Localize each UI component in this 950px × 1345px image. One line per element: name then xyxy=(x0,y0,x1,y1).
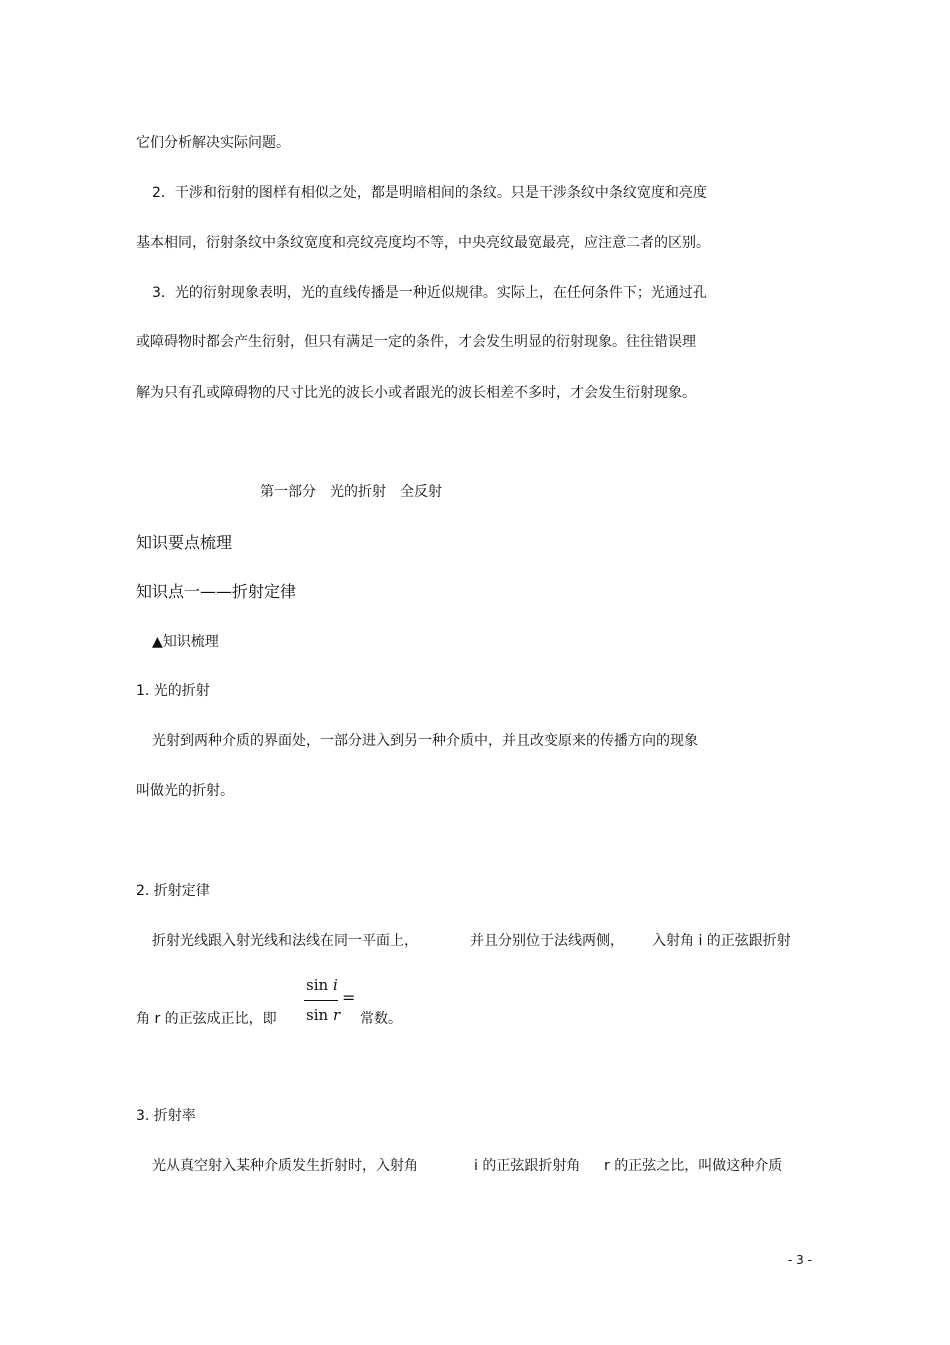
heading-knowledge-review: ▲知识梳理 xyxy=(152,634,219,650)
formula-denominator xyxy=(306,1006,340,1024)
paragraph-fragment: 并且分别位于法线两侧， xyxy=(470,933,624,949)
formula-numerator xyxy=(306,976,338,994)
paragraph-line: 2．干涉和衍射的图样有相似之处，都是明暗相间的条纹。只是干涉条纹中条纹宽度和亮度 xyxy=(152,185,707,201)
paragraph-fragment: 角 r 的正弦成正比，即 xyxy=(136,1011,277,1027)
section-title: 第一部分 光的折射 全反射 xyxy=(260,484,442,500)
paragraph-line: 解为只有孔或障碍物的尺寸比光的波长小或者跟光的波长相差不多时，才会发生衍射现象。 xyxy=(136,385,696,401)
paragraph-line: 它们分析解决实际问题。 xyxy=(136,135,290,151)
formula-numerator-var: i xyxy=(332,976,338,994)
paragraph-line: 或障碍物时都会产生衍射，但只有满足一定的条件，才会发生明显的衍射现象。往往错误理 xyxy=(136,334,696,350)
formula-equals: = xyxy=(342,988,356,1007)
item-title-refractive-index: 3. 折射率 xyxy=(136,1108,196,1124)
formula-numerator-fn: sin xyxy=(306,976,329,994)
formula-denominator-fn: sin xyxy=(306,1006,329,1024)
paragraph-fragment: i 的正弦跟折射角 xyxy=(474,1158,581,1174)
paragraph-line: 基本相同，衍射条纹中条纹宽度和亮纹亮度均不等，中央亮纹最宽最亮，应注意二者的区别。 xyxy=(136,235,710,251)
heading-knowledge-points: 知识要点梳理 xyxy=(136,533,233,552)
item-title-refraction: 1. 光的折射 xyxy=(136,683,210,699)
page-number: - 3 - xyxy=(788,1253,812,1267)
paragraph-line: 光射到两种介质的界面处，一部分进入到另一种介质中，并且改变原来的传播方向的现象 xyxy=(152,733,698,749)
fraction-bar xyxy=(304,1000,338,1001)
snell-formula xyxy=(302,976,356,1030)
paragraph-fragment: 入射角 i 的正弦跟折射 xyxy=(652,933,791,949)
paragraph-line: 3．光的衍射现象表明，光的直线传播是一种近似规律。实际上，在任何条件下；光通过孔 xyxy=(152,285,707,301)
paragraph-fragment: 光从真空射入某种介质发生折射时，入射角 xyxy=(152,1158,418,1174)
item-title-refraction-law: 2. 折射定律 xyxy=(136,883,210,899)
paragraph-fragment: 折射光线跟入射光线和法线在同一平面上， xyxy=(152,933,418,949)
paragraph-fragment: 常数。 xyxy=(360,1011,402,1027)
paragraph-line: 叫做光的折射。 xyxy=(136,783,234,799)
heading-knowledge-point-one: 知识点一——折射定律 xyxy=(136,582,297,601)
formula-denominator-var: r xyxy=(332,1006,341,1024)
paragraph-fragment: r 的正弦之比，叫做这种介质 xyxy=(604,1158,783,1174)
